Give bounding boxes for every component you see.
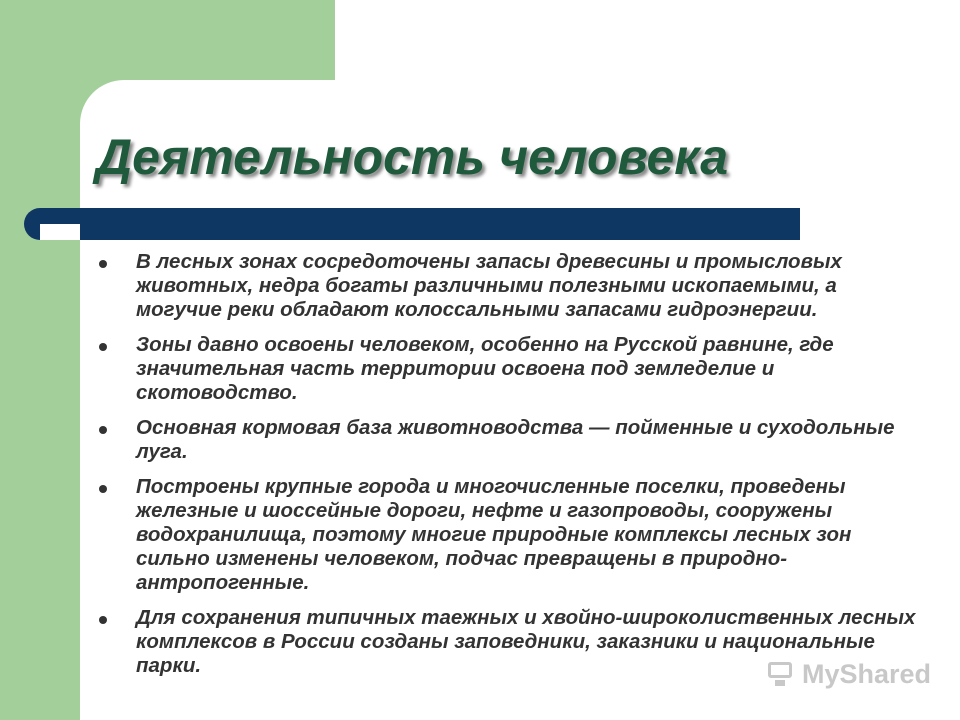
bullet-text: Для сохранения типичных таежных и хвойно-широколиственных лесных комплексов в России созданы заповедники, заказники и национальные парки.: [136, 606, 916, 677]
bullet-item: [96, 475, 926, 595]
bullet-dot-icon: [99, 260, 107, 268]
bullet-text: Основная кормовая база животноводства — пойменные и суходольные луга.: [136, 416, 895, 463]
bullet-item: [96, 416, 926, 464]
bullet-item: [96, 333, 926, 405]
bullet-text: Построены крупные города и многочисленные поселки, проведены железные и шоссейные дороги, нефте и газопроводы, сооружены водохранилища, поэтому многие природные комплексы лесных зон сильно изменены человеком, подчас превращены в природно-антропогенные.: [136, 475, 852, 594]
bullet-item: [96, 250, 926, 322]
divider-notch: [40, 224, 80, 240]
bullet-dot-icon: [99, 343, 107, 351]
bullet-dot-icon: [99, 485, 107, 493]
title-divider-bar: [24, 208, 800, 240]
bullet-dot-icon: [99, 426, 107, 434]
watermark-text: MyShared: [802, 658, 932, 689]
bullet-text: В лесных зонах сосредоточены запасы древесины и промысловых животных, недра богаты различными полезными ископаемыми, а могучие реки обладают колоссальными запасами гидроэнергии.: [136, 250, 842, 321]
slide-title: Деятельность человека: [96, 129, 729, 185]
bullet-text: Зоны давно освоены человеком, особенно на Русской равнине, где значительная часть территории освоена под земледелие и скотоводство.: [136, 333, 834, 404]
watermark-logo: [766, 656, 931, 692]
bullet-list: [96, 250, 926, 689]
monitor-icon: [766, 659, 796, 689]
bullet-dot-icon: [99, 616, 107, 624]
